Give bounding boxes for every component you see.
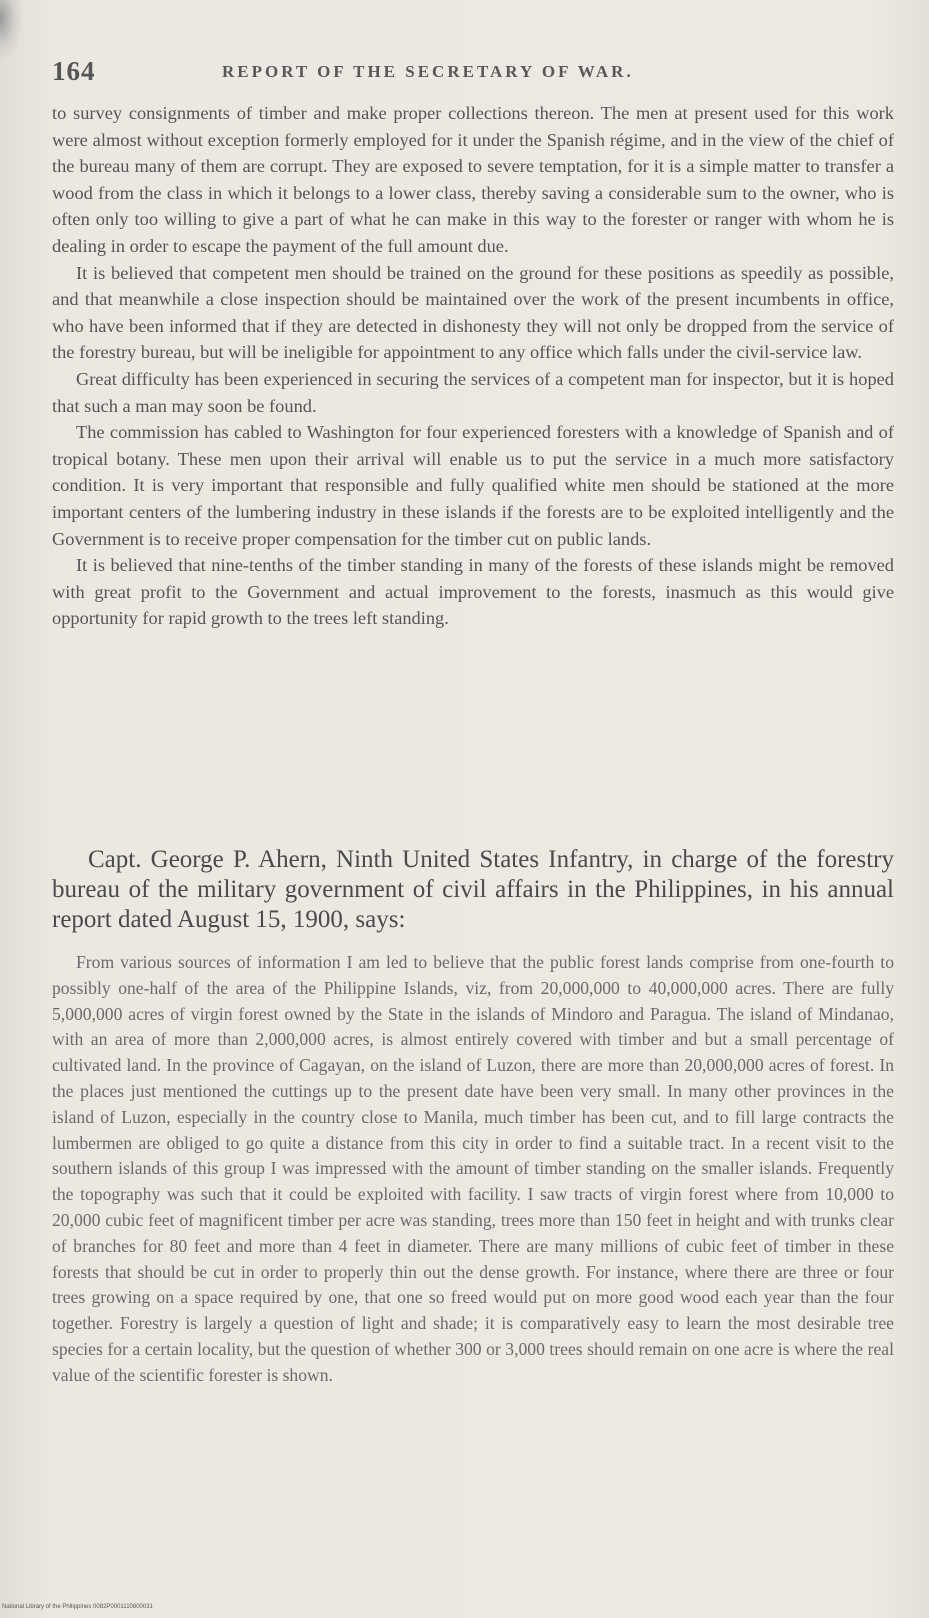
paragraph: The commission has cabled to Washington for four experienced foresters with a knowledge of Spanish and of tropical botany. These men upon their arrival will enable us to put the service in a much more satisfactory condition. It is very important that responsible and fully qualified white men should be stationed at the more important centers of the lumbering industry in these islands if the forests are to be exploited intelligently and the Government is to receive proper compensation for the timber cut on public lands. <box>52 422 894 549</box>
paragraph: to survey consignments of timber and make proper collections thereon. The men at present used for this work were almost without exception formerly employed for it under the Spanish régime, and in the view of the chief of the bureau many of them are corrupt. They are exposed to severe temptation, for it is a simple matter to transfer a wood from the class in which it belongs to a lower class, thereby saving a considerable sum to the owner, who is often only too willing to give a part of what he can make in this way to the forester or ranger with whom he is dealing in order to escape the payment of the full amount due. <box>52 103 894 256</box>
paragraph: Great difficulty has been experienced in securing the services of a competent man for inspector, but it is hoped that such a man may soon be found. <box>52 368 894 416</box>
paragraph: It is believed that nine-tenths of the timber standing in many of the forests of these islands might be removed with great profit to the Government and actual improvement to the forests, inasmuch as this would give opportunity for rapid growth to the trees left standing. <box>52 555 894 629</box>
body-text <box>52 100 894 632</box>
quoted-report: From various sources of information I am led to believe that the public forest lands comprise from one-fourth to possibly one-half of the area of the Philippine Islands, viz, from 20,000,000 to 40,000,000 acres. There are fully 5,000,000 acres of virgin forest owned by the State in the islands of Mindoro and Paragua. The island of Mindanao, with an area of more than 2,000,000 acres, is almost entirely covered with timber and but a small percentage of cultivated land. In the province of Cagayan, on the island of Luzon, there are more than 20,000,000 acres of forest. In the places just mentioned the cuttings up to the present date have been very small. In many other provinces in the island of Luzon, especially in the country close to Manila, much timber has been cut, and to fill large contracts the lumbermen are obliged to go quite a distance from this city in order to find a suitable tract. In a recent visit to the southern islands of this group I was impressed with the amount of timber standing on the smaller islands. Frequently the topography was such that it could be exploited with facility. I saw tracts of virgin forest where from 10,000 to 20,000 cubic feet of magnificent timber per acre was standing, trees more than 150 feet in height and with trunks clear of branches for 80 feet and more than 4 feet in diameter. There are many millions of cubic feet of timber in these forests that should be cut in order to properly thin out the dense growth. For instance, where there are three or four trees growing on a space required by one, that one so freed would put on more good wood each year than the four together. Forestry is largely a question of light and shade; it is comparatively easy to learn the most desirable tree species for a certain locality, but the question of whether 300 or 3,000 trees should remain on one acre is where the real value of the scientific forester is shown. <box>52 952 894 1385</box>
running-head: REPORT OF THE SECRETARY OF WAR. <box>222 62 634 81</box>
page-corner-shadow <box>0 0 22 60</box>
page-header <box>52 56 894 90</box>
section-heading: Capt. George P. Ahern, Ninth United States Infantry, in charge of the forestry bureau of the military government of civil affairs in the Philippines, in his annual report dated August 15, 1900, says: <box>52 846 894 933</box>
page-number: 164 <box>52 56 96 86</box>
paragraph: It is believed that competent men should be trained on the ground for these positions as speedily as possible, and that meanwhile a close inspection should be maintained over the work of the present incumbents in office, who have been informed that if they are detected in dishonesty they will not only be dropped from the service of the forestry bureau, but will be ineligible for appointment to any office which falls under the civil-service law. <box>52 262 894 363</box>
scan-footer: National Library of the Philippines 0082P0001110800031 <box>2 1604 153 1610</box>
